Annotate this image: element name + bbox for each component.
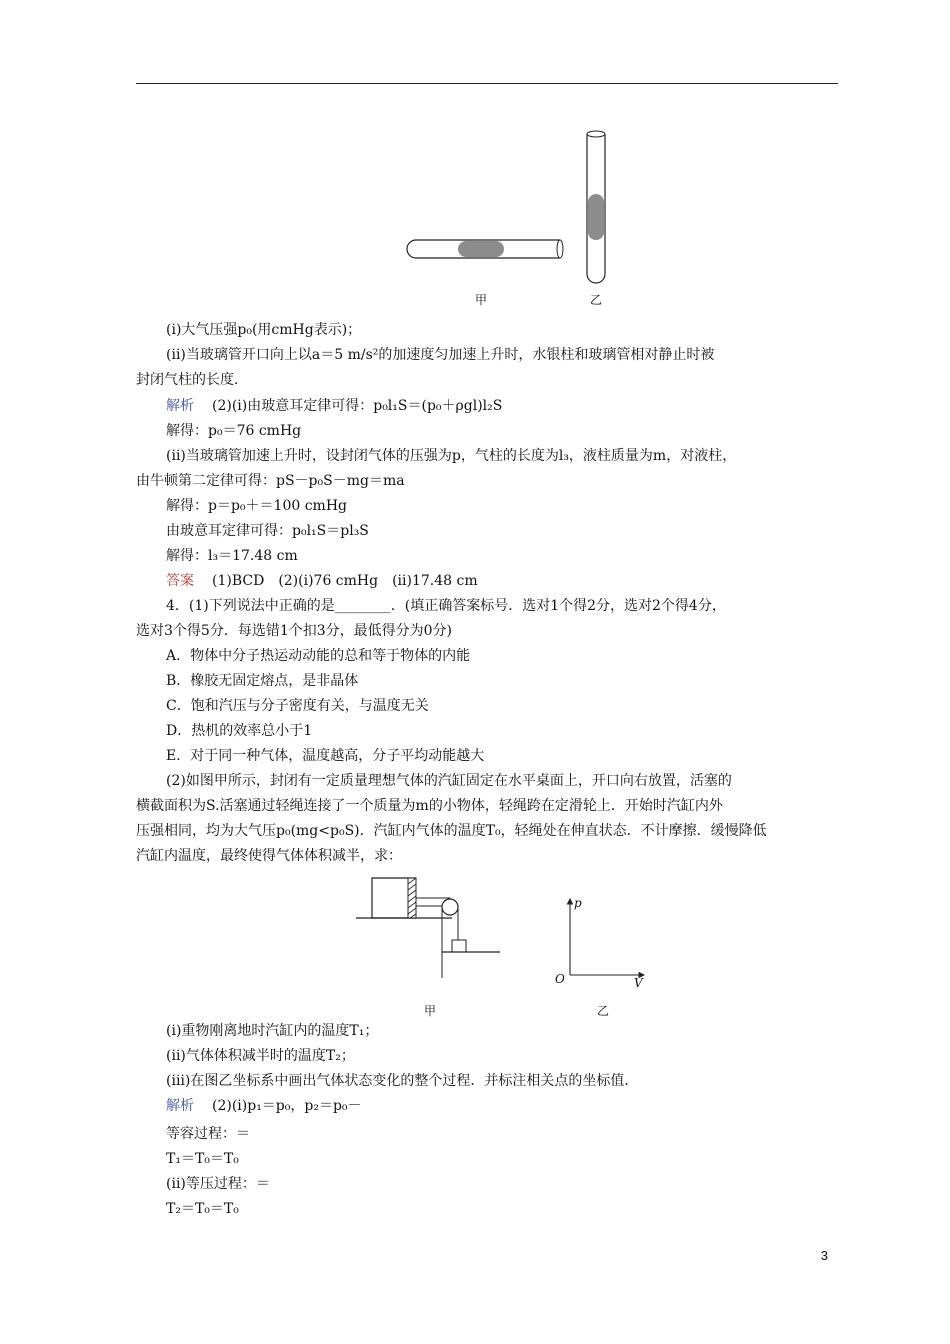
option-d: D．热机的效率总小于1: [166, 723, 313, 739]
figure2-caption-right: 乙: [597, 1004, 610, 1018]
analysis-tag: 解析: [166, 1098, 194, 1114]
text-line: (ⅱ)气体体积减半时的温度T₂；: [166, 1048, 355, 1064]
text-line: (1)BCD (2)(ⅰ)76 cmHg (ⅱ)17.48 cm: [212, 573, 478, 589]
text-line: 解得：p₀＝76 cmHg: [166, 423, 302, 439]
pulley: [442, 899, 458, 915]
text-line: 由玻意耳定律可得：p₀l₁S＝pl₃S: [166, 523, 369, 539]
answer-tag: 答案: [166, 573, 194, 589]
option-a: A．物体中分子热运动动能的总和等于物体的内能: [166, 648, 471, 664]
text-line: 4．(1)下列说法中正确的是________．(填正确答案标号．选对1个得2分，选对2个得4分，: [166, 598, 726, 614]
option-b: B．橡胶无固定熔点，是非晶体: [166, 673, 359, 689]
figure1-caption-left: 甲: [475, 293, 488, 307]
analysis-line: [166, 1096, 362, 1116]
text-line: 解得：p＝p₀＋＝100 cmHg: [166, 498, 347, 514]
figure1-caption-right: 乙: [590, 293, 603, 307]
text-line: (ⅱ)等压过程：＝: [166, 1176, 270, 1192]
text-line: 由牛顿第二定律可得：pS－p₀S－mg＝ma: [136, 473, 405, 489]
text-line: (2)如图甲所示，封闭有一定质量理想气体的汽缸固定在水平桌面上，开口向右放置，活塞的: [166, 773, 732, 789]
option-c: C．饱和汽压与分子密度有关，与温度无关: [166, 698, 429, 714]
text-line: (ⅱ)当玻璃管开口向上以a＝5 m/s²的加速度匀加速上升时，水银柱和玻璃管相对静止时被: [166, 347, 715, 363]
header-rule: [136, 83, 838, 84]
horizontal-mercury-column: [458, 241, 504, 257]
horizontal-tube-open-end: [557, 240, 563, 258]
vertical-mercury-column: [588, 194, 604, 240]
p-axis-label: p: [574, 896, 582, 910]
text-line: 汽缸内温度，最终使得气体体积减半，求：: [136, 848, 402, 864]
text-line: (ⅲ)在图乙坐标系中画出气体状态变化的整个过程．并标注相关点的坐标值．: [166, 1073, 639, 1089]
text-line: 压强相同，均为大气压p₀(mg<p₀S)．汽缸内气体的温度T₀，轻绳处在伸直状态．不计摩擦．缓慢降低: [136, 823, 767, 839]
small-weight: [452, 940, 466, 952]
piston: [408, 878, 416, 918]
tube-figure: [400, 128, 660, 288]
answer-line: [166, 571, 478, 591]
text-line: 解得：l₃＝17.48 cm: [166, 548, 298, 564]
figure2-caption-left: 甲: [424, 1004, 437, 1018]
text-line: 选对3个得5分．每选错1个扣3分，最低得分为0分): [136, 623, 452, 639]
text-line: (2)(ⅰ)由玻意耳定律可得：p₀l₁S＝(p₀＋ρgl)l₂S: [212, 398, 503, 414]
text-line: T₂＝T₀＝T₀: [166, 1201, 239, 1217]
text-line: 封闭气柱的长度．: [136, 372, 248, 388]
analysis-tag: 解析: [166, 398, 194, 414]
text-line: 等容过程：＝: [166, 1126, 250, 1142]
text-line: 横截面积为S.活塞通过轻绳连接了一个质量为m的小物体，轻绳跨在定滑轮上．开始时汽缸内外: [136, 798, 723, 814]
cylinder-figure: [356, 874, 506, 954]
text-line: (ⅱ)当玻璃管加速上升时，设封闭气体的压强为p，气柱的长度为l₃，液柱质量为m，对液柱，: [166, 448, 737, 464]
vertical-tube-open-end: [587, 131, 605, 137]
analysis-line: [166, 396, 502, 416]
v-axis-label: V: [634, 976, 643, 990]
text-line: T₁＝T₀＝T₀: [166, 1151, 239, 1167]
text-line: (ⅰ)重物刚离地时汽缸内的温度T₁；: [166, 1023, 379, 1039]
origin-label: O: [555, 972, 565, 986]
page-number: 3: [820, 1248, 828, 1263]
text-line: (ⅰ)大气压强p₀(用cmHg表示)；: [166, 322, 362, 338]
option-e: E．对于同一种气体，温度越高，分子平均动能越大: [166, 748, 485, 764]
text-line: (2)(ⅰ)p₁＝p₀，p₂＝p₀－: [212, 1098, 362, 1114]
